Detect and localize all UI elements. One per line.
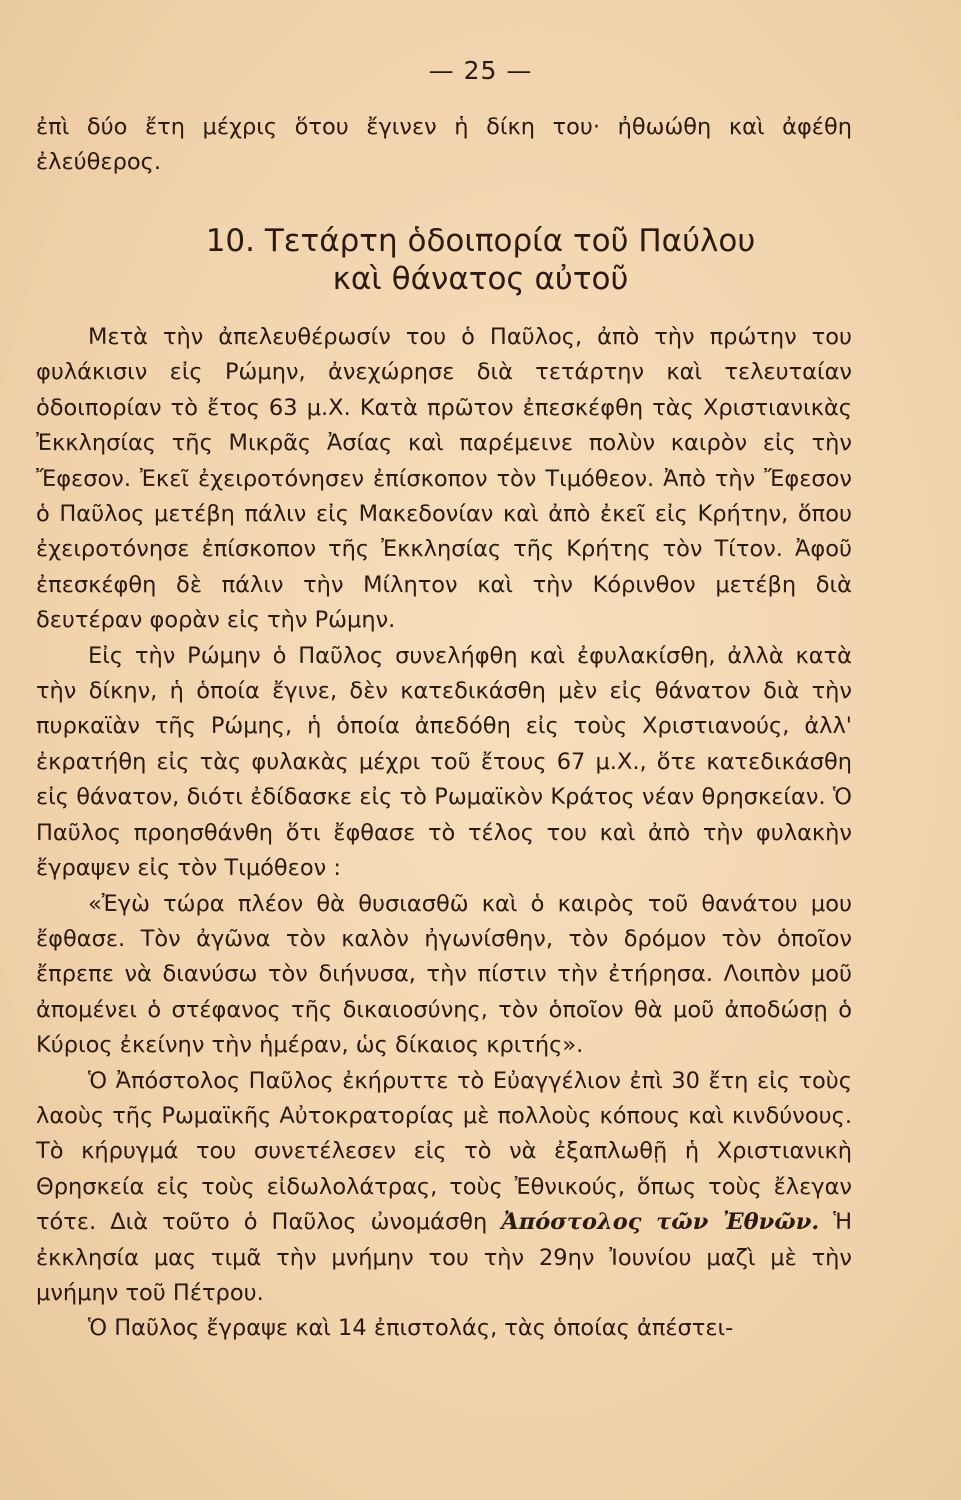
- apostle-title-emphasis: Ἀπόστολος τῶν Ἐθνῶν.: [501, 1209, 820, 1236]
- paragraph-quote: «Ἐγὼ τώρα πλέον θὰ θυσιασθῶ καὶ ὁ καιρὸς τοῦ θανάτου μου ἔφθασε. Τὸν ἀγῶνα τὸν καλὸν ἠγωνίσθην, τὸν δρόμον τὸν ὁποῖον ἔπρεπε νὰ διανύσω τὸν διήνυσα, τὴν πίστιν τὴν ἐτήρησα. Λοιπὸν μοῦ ἀπομένει ὁ στέφανος τῆς δικαιοσύνης, τὸν ὁποῖον θὰ μοῦ ἀποδώσῃ ὁ Κύριος ἐκείνην τὴν ἡμέραν, ὡς δίκαιος κριτής».: [36, 890, 852, 1059]
- paragraph-apostle-of-nations: [36, 1064, 852, 1312]
- section-heading-line-1: 10. Τετάρτη ὁδοιπορία τοῦ Παύλου: [205, 223, 756, 259]
- intro-paragraph: ἐπὶ δύο ἔτη μέχρις ὅτου ἔγινεν ἡ δίκη του· ἠθωώθη καὶ ἀφέθη ἐλεύθερος.: [36, 114, 852, 176]
- page-number: — 25 —: [428, 56, 533, 85]
- apostle-paragraph-before: Ὁ Ἀπόστολος Παῦλος ἐκήρυττε τὸ Εὐαγγέλιον ἐπὶ 30 ἔτη εἰς τοὺς λαοὺς τῆς Ρωμαϊκῆς Αὐτοκρατορίας μὲ πολλοὺς κόπους καὶ κινδύνους. Τὸ κήρυγμά του συνετέλεσεν εἰς τὸ νὰ ἐξαπλωθῇ ἡ Χριστιανικὴ Θρησκεία εἰς τοὺς εἰδωλολάτρας, τοὺς Ἐθνικούς, ὅπως τοὺς ἔλεγαν τότε. Διὰ τοῦτο ὁ Παῦλος ὠνομάσθη: [36, 1067, 852, 1236]
- intro-text-block: [36, 110, 852, 181]
- apostle-paragraph-after: Ἡ ἐκκλησία μας τιμᾶ τὴν μνήμην του τὴν 29ην Ἰουνίου μαζὶ μὲ τὴν μνήμην τοῦ Πέτρου.: [36, 1209, 853, 1306]
- main-text-block: [36, 320, 852, 1347]
- paragraph-arrest: Εἰς τὴν Ρώμην ὁ Παῦλος συνελήφθη καὶ ἐφυλακίσθη, ἀλλὰ κατὰ τὴν δίκην, ἡ ὁποία ἔγινε, δὲν κατεδικάσθη μὲν εἰς θάνατον διὰ τὴν πυρκαϊὰν τῆς Ρώμης, ἡ ὁποία ἀπεδόθη εἰς τοὺς Χριστιανούς, ἀλλ' ἐκρατήθη εἰς τὰς φυλακὰς μέχρι τοῦ ἔτους 67 μ.Χ., ὅτε κατεδικάσθη εἰς θάνατον, διότι ἐδίδασκε εἰς τὸ Ρωμαϊκὸν Κράτος νέαν θρησκείαν. Ὁ Παῦλος προησθάνθη ὅτι ἔφθασε τὸ τέλος του καὶ ἀπὸ τὴν φυλακὴν ἔγραψεν εἰς τὸν Τιμόθεον :: [36, 642, 852, 882]
- paragraph-epistles: Ὁ Παῦλος ἔγραψε καὶ 14 ἐπιστολάς, τὰς ὁποίας ἀπέστει-: [88, 1315, 734, 1342]
- section-heading: [0, 222, 961, 298]
- paragraph-journey: Μετὰ τὴν ἀπελευθέρωσίν του ὁ Παῦλος, ἀπὸ τὴν πρώτην του φυλάκισιν εἰς Ρώμην, ἀνεχώρησε διὰ τετάρτην καὶ τελευταίαν ὁδοιπορίαν τὸ ἔτος 63 μ.Χ. Κατὰ πρῶτον ἐπεσκέφθη τὰς Χριστιανικὰς Ἐκκλησίας τῆς Μικρᾶς Ἀσίας καὶ παρέμεινε πολὺν καιρὸν εἰς τὴν Ἔφεσον. Ἐκεῖ ἐχειροτόνησεν ἐπίσκοπον τὸν Τιμόθεον. Ἀπὸ τὴν Ἔφεσον ὁ Παῦλος μετέβη πάλιν εἰς Μακεδονίαν καὶ ἀπὸ ἐκεῖ εἰς Κρήτην, ὅπου ἐχειροτόνησε ἐπίσκοπον τῆς Ἐκκλησίας τῆς Κρήτης τὸν Τίτον. Ἀφοῦ ἐπεσκέφθη δὲ πάλιν τὴν Μίλητον καὶ τὴν Κόρινθον μετέβη διὰ δευτέραν φορὰν εἰς τὴν Ρώμην.: [36, 324, 852, 634]
- section-heading-line-2: καὶ θάνατος αὐτοῦ: [332, 261, 629, 297]
